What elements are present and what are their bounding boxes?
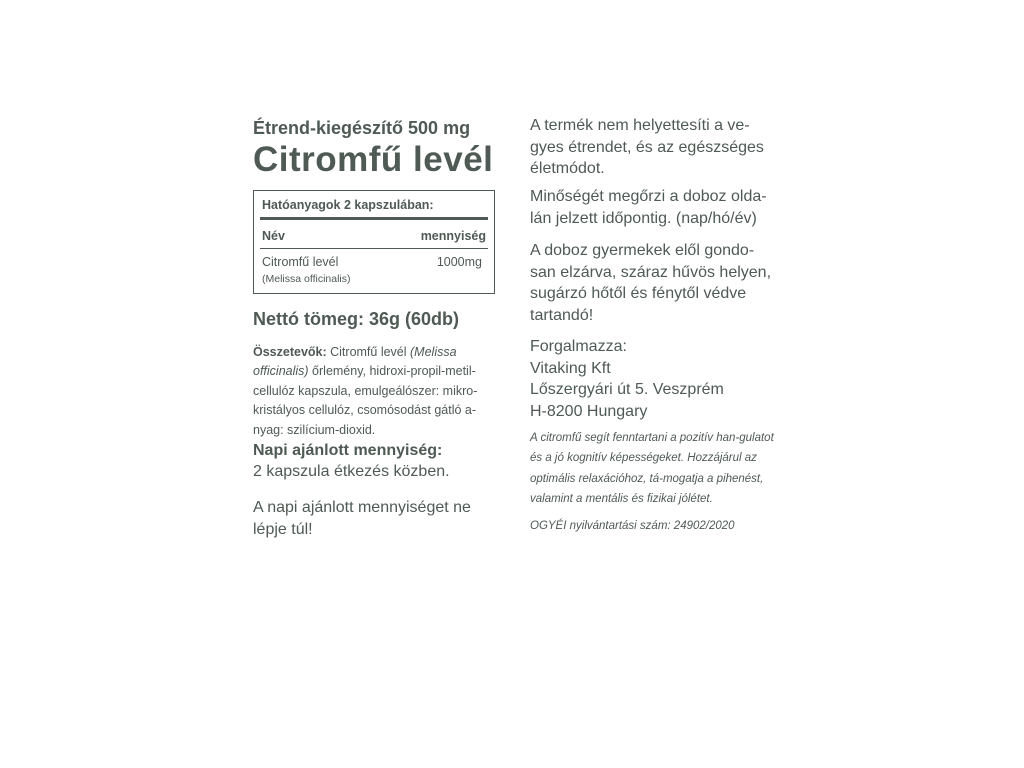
ingredients-text-1: Citromfű levél — [326, 345, 411, 359]
distributor-postal: H-8200 Hungary — [530, 402, 648, 420]
daily-dose-text: 2 kapszula étkezés közben. — [253, 463, 450, 480]
distributor-name: Vitaking Kft — [530, 359, 611, 377]
table-thin-divider — [260, 248, 488, 249]
ingredients-latin: (Melissa officinalis) — [253, 345, 457, 379]
notice-diet: A termék nem helyettesíti a ve-gyes étrendet, és az egészséges életmódot. — [530, 117, 764, 177]
distributor-block — [530, 336, 778, 422]
active-ingredients-table — [253, 190, 495, 294]
product-subtitle: Étrend-kiegészítő 500 mg — [253, 118, 471, 138]
benefit-claim: A citromfű segít fenntartani a pozitív han-gulatot és a jó kognitív képességeket. Hozzájárul az optimális relaxációhoz, tá-mogatja a pihenést, valamint a mentális és fizikai jólétet. — [530, 432, 774, 505]
ingredient-quantity: 1000mg — [436, 255, 482, 269]
ingredient-latin-name: (Melissa officinalis) — [262, 273, 351, 285]
dose-warning: A napi ajánlott mennyiséget ne lépje túl! — [253, 499, 471, 538]
table-header: Hatóanyagok 2 kapszulában: — [262, 198, 434, 212]
table-thick-divider — [260, 217, 488, 220]
ingredients-list — [253, 343, 497, 440]
ingredients-label: Összetevők: — [253, 345, 327, 359]
column-quantity-header: mennyiség — [420, 229, 486, 243]
registration-number: OGYÉI nyilvántartási szám: 24902/2020 — [530, 520, 735, 532]
net-weight: Nettó tömeg: 36g (60db) — [253, 309, 460, 329]
notice-best-before: Minőségét megőrzi a doboz olda-lán jelzett időpontig. (nap/hó/év) — [530, 188, 767, 227]
distributor-label: Forgalmazza: — [530, 338, 627, 355]
column-name-header: Név — [262, 229, 285, 243]
ingredient-name: Citromfű levél — [262, 255, 339, 269]
distributor-address: Lőszergyári út 5. Veszprém — [530, 381, 724, 398]
ingredients-text-2: őrlemény, hidroxi-propil-metil-cellulóz kapszula, emulgeálószer: mikro-kristályos cellulóz, csomósodást gátló a-nyag: szilícium-dioxid. — [253, 364, 478, 437]
product-title: Citromfű levél — [253, 140, 494, 179]
daily-dose-label: Napi ajánlott mennyiség: — [253, 442, 443, 459]
notice-storage: A doboz gyermekek elől gondo-san elzárva, száraz hűvös helyen, sugárzó hőtől és fénytől védve tartandó! — [530, 242, 772, 324]
